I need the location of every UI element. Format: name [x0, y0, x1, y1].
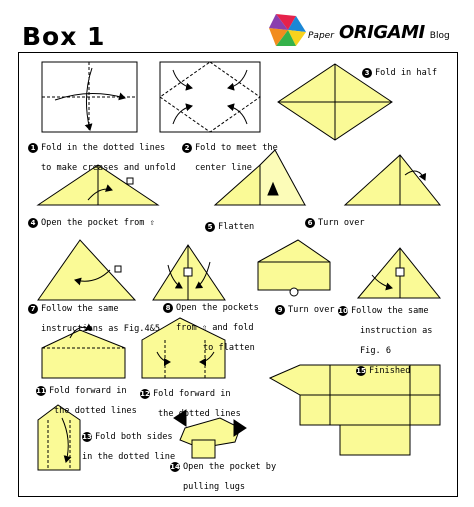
brand-prefix: Paper: [308, 31, 334, 41]
caption-step-8: 8 Open the pockets from ⇧ and fold to flatten: [163, 303, 259, 353]
fig-9-house: [258, 240, 330, 296]
fig-15-finished-box: [270, 365, 440, 455]
caption-step-1: 1 Fold in the dotted lines to make creases and unfold: [28, 143, 176, 173]
caption-step-10: 10 Follow the same instruction as Fig. 6: [338, 306, 433, 356]
fig-10-triangle: [358, 248, 440, 298]
fig-7-triangle: [38, 240, 135, 300]
caption-step-6: 6 Turn over: [305, 218, 365, 228]
fig-8-diamond: [153, 245, 225, 300]
caption-step-12: 12 Fold forward in the dotted lines: [140, 389, 241, 419]
caption-step-9: 9 Turn over: [275, 305, 335, 315]
caption-step-15: 15 Finished: [356, 366, 411, 376]
caption-step-5: 5 Flatten: [205, 222, 254, 232]
caption-step-7: 7 Follow the same instructions as Fig.4&5: [28, 304, 160, 334]
caption-step-13: 13 Fold both sides in the dotted line: [82, 432, 176, 462]
caption-step-11: 11 Fold forward in the dotted lines: [36, 386, 137, 416]
caption-step-4: 4 Open the pocket from ⇧: [28, 218, 155, 228]
brand-main: ORIGAMI: [339, 22, 425, 43]
fig-11-house: [42, 327, 125, 378]
fig-6-triangle: [345, 155, 440, 205]
fig-1-square: [42, 62, 137, 132]
caption-step-3: 3 Fold in half: [362, 68, 437, 78]
caption-step-2: 2 Fold to meet the center line: [182, 143, 278, 173]
brand-suffix: Blog: [429, 31, 450, 41]
fig-2-square: [160, 62, 260, 132]
caption-step-14: 14 Open the pocket by pulling lugs: [170, 462, 277, 492]
page-title: Box 1: [22, 22, 106, 51]
